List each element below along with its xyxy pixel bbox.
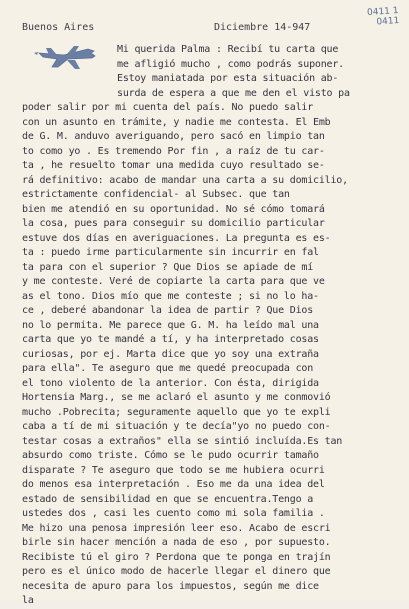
letter-line: estuve dos días en averiguaciones. La pregunta es es- xyxy=(22,232,331,244)
letter-line: no lo permita. Me parece que G. M. ha leído mal una xyxy=(22,319,319,331)
letter-line: surda de espera a que me den el visto pa xyxy=(117,87,350,99)
letter-line: Estoy maniatada por esta situación ab- xyxy=(117,73,339,84)
letter-line: pero es el único modo de hacerle llegar el dinero que xyxy=(22,566,331,577)
letter-line: estado de sensibilidad en que se encuentra.Tengo a xyxy=(22,493,314,505)
letter-line: la cosa, pues para conseguir su domicilio particular xyxy=(22,218,325,229)
letter-line: el tono violento de la anterior. Con ésta, dirigida xyxy=(22,377,319,389)
letter-place: Buenos Aires xyxy=(22,22,95,33)
letter-line: ce , deberé abandonar la idea de partir ? Que Dios xyxy=(22,305,314,316)
letter-line: birle sin hacer mención a nada de eso , por supuesto. xyxy=(22,537,331,548)
letter-line: absurdo como triste. Cómo se le pudo ocurrir tamaño xyxy=(22,450,319,461)
letter-line: ta : puedo irme particularmente sin incurrir en fal xyxy=(22,247,319,258)
letter-line: caba a tí de mi situación y te decía"yo no puedo con- xyxy=(22,421,331,432)
letter-line: as el tono. Dios mío que me conteste ; si no lo ha- xyxy=(22,290,319,302)
letter-date: Diciembre 14-947 xyxy=(214,22,311,33)
letter-line: Recibiste tú el giro ? Perdona que te ponga en trajín xyxy=(22,551,331,563)
letter-line: ta para con el superior ? Que Dios se apiade de mí xyxy=(22,261,314,273)
archive-stamp-line-1: 0411 1 xyxy=(366,6,399,19)
letter-line: para ella". Te aseguro que me quedé preocupada con xyxy=(22,363,314,374)
letter-line: ta , he resuelto tomar una medida cuyo resultado se- xyxy=(22,160,325,171)
letter-line: necesita de apuro para los impuestos, según me dice xyxy=(22,580,319,592)
letter-line: con un asunto en trámite, y nadie me contesta. El Emb xyxy=(22,116,331,128)
archive-stamp xyxy=(340,6,399,30)
letter-line: do menos esa interpretación . Eso me da una idea del xyxy=(22,479,325,490)
archive-stamp-line-2: 0411 xyxy=(376,15,400,28)
letter-line: estrictamente confidencial- al Subsec. que tan xyxy=(22,189,290,200)
letter-line: bien me atendió en su oportunidad. No sé cómo tomará xyxy=(22,203,325,215)
letter-line: Mi querida Palma : Recibí tu carta que xyxy=(117,44,339,55)
letter-line: curiosas, por ej. Marta dice que yo soy una extraña xyxy=(22,348,319,360)
letter-line: to como yo . Es tremendo Por fin , a raíz de tu car- xyxy=(22,145,325,157)
letter-line: mucho .Pobrecita; seguramente aquello que yo te expli xyxy=(22,406,331,418)
letter-line: carta que yo te mandé a tí, y ha interpretado cosas xyxy=(22,334,319,345)
letter-line: de G. M. anduvo averiguando, pero sacó en limpio tan xyxy=(22,131,325,142)
letter-line: disparate ? Te aseguro que todo se me hubiera ocurri xyxy=(22,464,325,476)
letter-body xyxy=(22,43,382,609)
letter-line: testar cosas a extraños" ella se sintió incluída.Es tan xyxy=(22,435,343,447)
letter-line: poder salir por mi cuenta del país. No puedo salir xyxy=(22,102,314,113)
letter-line: la xyxy=(22,595,34,606)
letter-line: Hortensia Marg., se me aclaró el asunto y me conmovió xyxy=(22,392,331,403)
letter-line: y me conteste. Veré de copiarte la carta para que ve xyxy=(22,276,325,287)
letter-line: rá definitivo: acabo de mandar una carta a su domicilio, xyxy=(22,174,348,186)
letter-line: me afligió mucho , como podrás suponer. xyxy=(117,58,344,70)
letter-line: ustedes dos , casi les cuento como mi sola familia . xyxy=(22,508,325,519)
letter-line: Me hizo una penosa impresión leer eso. Acabo de escri xyxy=(22,522,331,534)
